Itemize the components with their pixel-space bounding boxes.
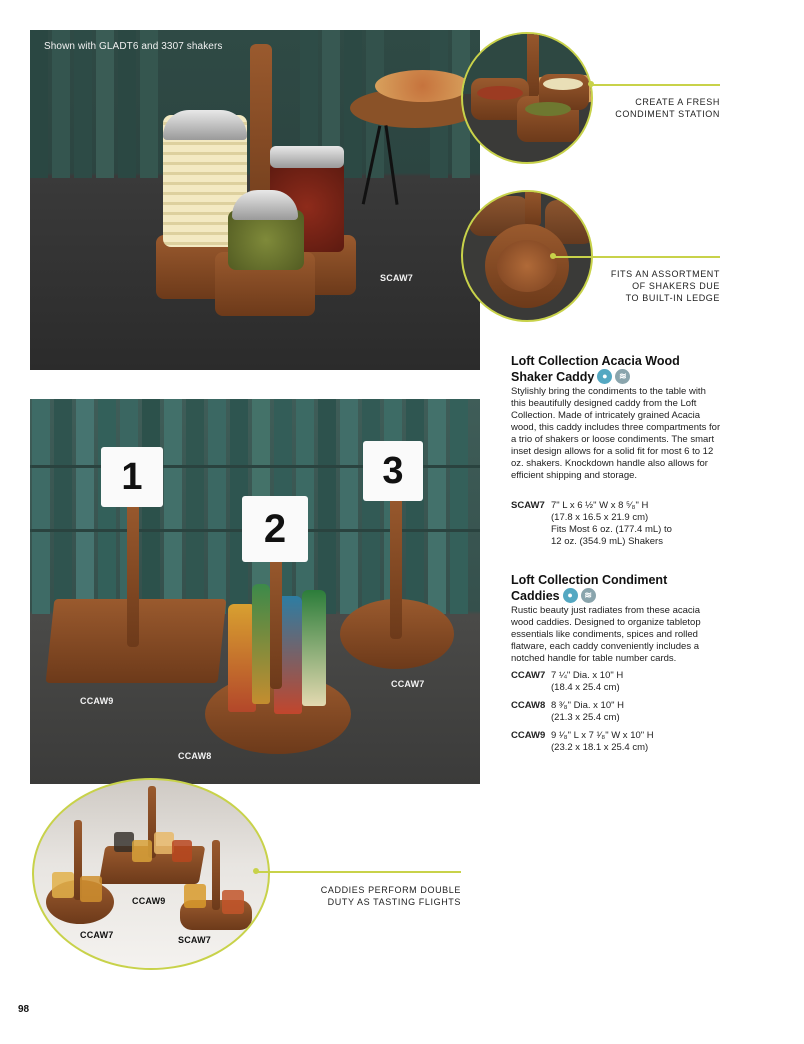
pepper-flake-shaker-lid [270,146,344,168]
spec-line: (21.3 x 25.4 cm) [551,712,620,723]
leader-dot-fresh-station [588,81,594,87]
spec-line: Fits Most 6 oz. (177.4 mL) to [551,524,672,535]
callout-line: CREATE A FRESH [635,97,720,107]
sku-label-ccaw9: CCAW9 [132,896,166,906]
spec-line: 9 ¹⁄₈" L x 7 ¹⁄₈" W x 10" H [551,730,654,741]
caddy-handle-ccaw7 [390,489,402,639]
wood-grain-icon: ≋ [615,369,630,384]
callout-line: CADDIES PERFORM DOUBLE [320,885,461,895]
spec-ccaw8 [511,700,726,726]
table-number-1: 1 [121,456,143,498]
callout-fresh-station [580,96,720,120]
water-drop-icon: ● [563,588,578,603]
table-number-3: 3 [382,450,404,492]
callout-line: TO BUILT-IN LEDGE [625,293,720,303]
condiment-caddies-photo [30,399,480,784]
callout-line: DUTY AS TASTING FLIGHTS [327,897,461,907]
product-title-line: Loft Collection Condiment [511,573,668,587]
caddy-handle-ccaw8 [270,549,282,689]
spec-scaw7 [511,500,726,550]
sku-label-ccaw9: CCAW9 [80,696,114,706]
spec-line: (18.4 x 25.4 cm) [551,682,620,693]
leader-line-assortment [555,256,720,258]
leader-dot-tasting [253,868,259,874]
spec-ccaw9 [511,730,726,756]
table-number-card-2 [242,496,308,562]
caddy-handle-ccaw9 [127,497,139,647]
product-title-line: Loft Collection Acacia Wood [511,354,680,368]
callout-tasting [300,884,461,908]
product-description-shaker-caddy: Stylishly bring the condiments to the table with this beautifully designed caddy from the Loft Collection. Made of intricately grained Acacia wood, this caddy includes three compartments for a trio of shakers or loose condiments. The smart inset design allows for a solid fit for most 6 to 12 oz. shakers. Knockdown handle also allows for efficient shipping and storage. [511,386,721,481]
callout-line: OF SHAKERS DUE [632,281,720,291]
product-title-line: Caddies [511,589,560,603]
spec-line: 12 oz. (354.9 mL) Shakers [551,536,663,547]
spec-code: CCAW9 [511,730,546,741]
callout-line: CONDIMENT STATION [615,109,720,119]
leader-line-tasting [258,871,461,873]
spec-code: CCAW7 [511,670,546,681]
sku-label-scaw7: SCAW7 [178,935,212,945]
table-number-2: 2 [263,507,287,551]
sku-label-ccaw7: CCAW7 [391,679,425,689]
water-drop-icon: ● [597,369,612,384]
table-number-card-1 [101,447,163,507]
callout-line: FITS AN ASSORTMENT [610,269,720,279]
leader-dot-assortment [550,253,556,259]
spec-line: (23.2 x 18.1 x 25.4 cm) [551,742,649,753]
spec-line: 7 ¼" Dia. x 10" H [551,670,624,681]
sku-label-ccaw8: CCAW8 [178,751,212,761]
spec-code: SCAW7 [511,500,545,511]
pizza [375,70,470,102]
detail-circle-condiment-station [461,32,593,164]
sku-label-ccaw7: CCAW7 [80,930,114,940]
spec-line: 7" L x 6 ½" W x 8 ⁵⁄₈" H [551,500,649,511]
sku-label-scaw7: SCAW7 [380,273,414,283]
photo-caption: Shown with GLADT6 and 3307 shakers [44,41,223,52]
page-number: 98 [18,1004,30,1015]
cheese-shaker-lid [163,110,247,140]
detail-circle-tasting-flights [32,778,270,970]
spec-line: (17.8 x 16.5 x 21.9 cm) [551,512,649,523]
shaker-caddy-photo [30,30,480,370]
spec-line: 8 ³⁄₈" Dia. x 10" H [551,700,624,711]
callout-assortment [560,268,720,304]
leader-line-fresh-station [591,84,720,86]
product-title-condiment-caddies [511,572,667,604]
wood-grain-icon: ≋ [581,588,596,603]
spec-ccaw7 [511,670,726,696]
product-title-shaker-caddy [511,353,680,385]
product-title-line: Shaker Caddy [511,370,595,384]
spec-code: CCAW8 [511,700,546,711]
table-number-card-3 [363,441,423,501]
product-description-condiment-caddies: Rustic beauty just radiates from these acacia wood caddies. Designed to organize tabletop essentials like condiments, spices and rolled flatware, each caddy conveniently includes a notched handle for table number cards. [511,605,701,664]
